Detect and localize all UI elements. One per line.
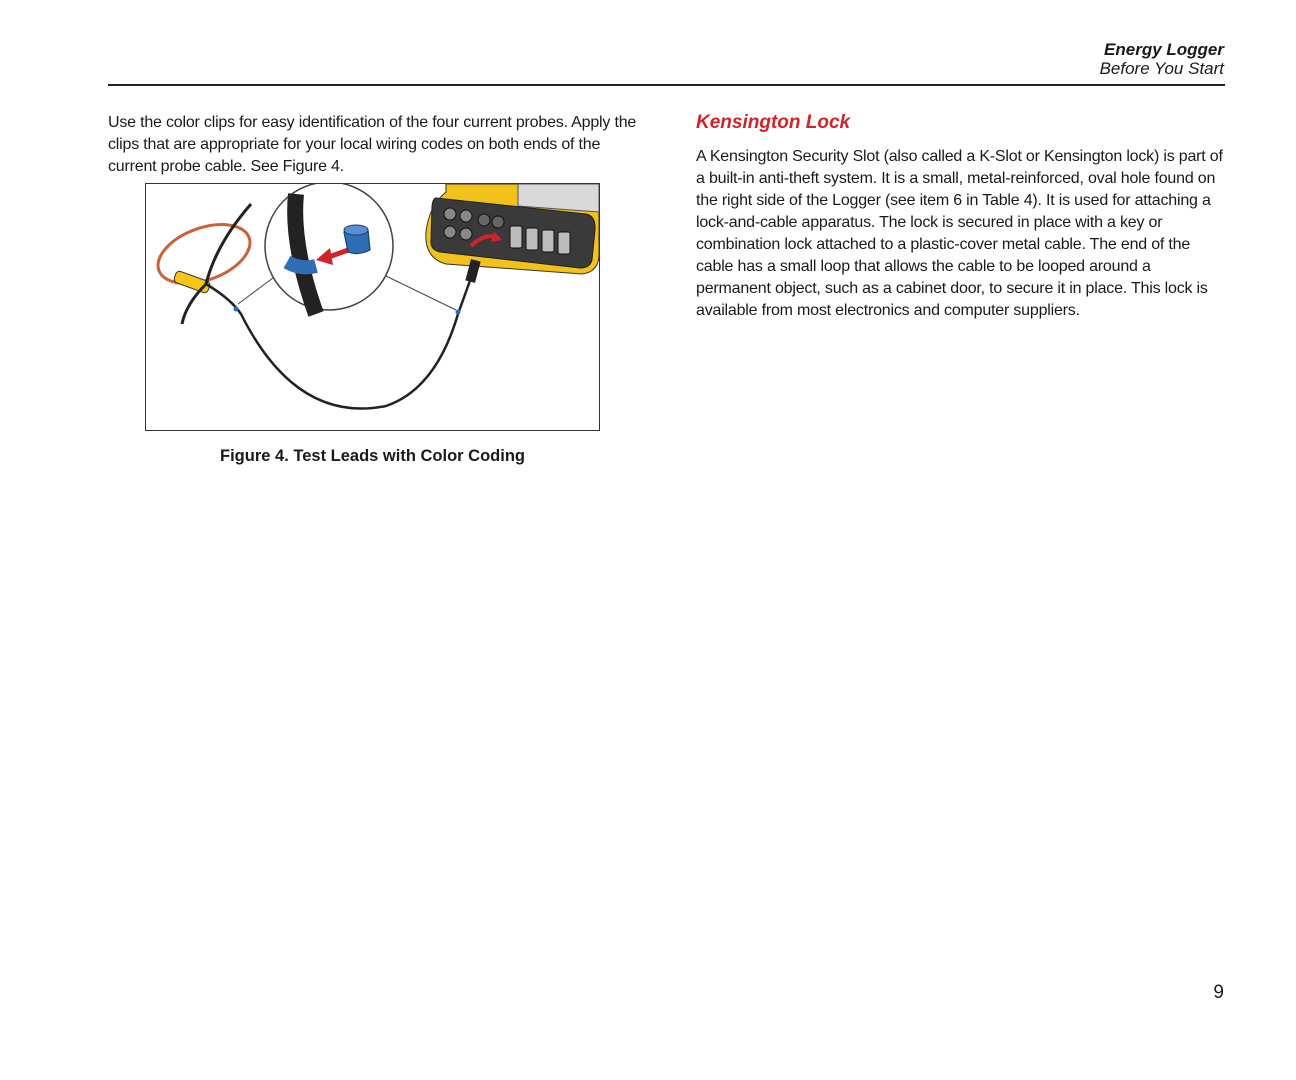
header-rule [108, 84, 1225, 86]
kensington-lock-heading: Kensington Lock [696, 112, 851, 133]
color-clip-illustration [344, 225, 370, 254]
running-header [1100, 40, 1224, 78]
header-title: Energy Logger [1104, 40, 1224, 59]
header-subtitle: Before You Start [1099, 59, 1224, 78]
figure-4-illustration [145, 183, 600, 431]
kensington-lock-paragraph: A Kensington Security Slot (also called a K-Slot or Kensington lock) is part of a built-in anti-theft system. It is a small, metal-reinforced, oval hole found on the right side of the Logger (see item 6 in Table 4). It is used for attaching a lock-and-cable apparatus. The lock is secured in place with a key or combination lock attached to a plastic-cover metal cable. The end of the cable has a small loop that allows the cable to be looped around a permanent object, such as a cabinet door, to secure it in place. This lock is available from most electronics and computer suppliers. [696, 148, 1223, 319]
logger-device-illustration [426, 184, 599, 274]
figure-caption: Figure 4. Test Leads with Color Coding [220, 447, 525, 465]
page-number: 9 [1213, 982, 1224, 1003]
color-clips-paragraph: Use the color clips for easy identification of the four current probes. Apply the clips that are appropriate for your local wiring codes on both ends of the current probe cable. See Figure 4. [108, 114, 637, 175]
